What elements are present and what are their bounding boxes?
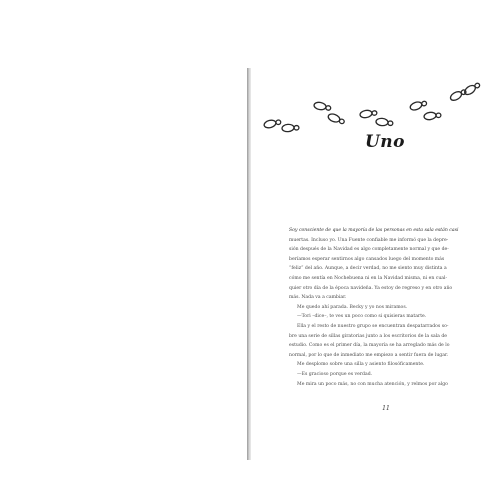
text-line: —Es gracioso porque es verdad. — [297, 371, 373, 377]
text-line: Me quedo ahí parada. Becky y yo nos miramos. — [297, 304, 408, 310]
text-line: estudio. Como es el primer día, la mayoría se ha arreglado más de lo — [289, 343, 450, 349]
text-line: bre una serie de sillas giratorias junto a los escritorios de la sala de — [289, 333, 448, 339]
text-line: muertas. Incluso yo. Una Fuente confiable me informó que la depre- — [289, 237, 449, 243]
text-line: más. Nada va a cambiar. — [289, 295, 347, 301]
page-number: 11 — [382, 405, 390, 412]
text-line: sión después de la Navidad es algo completamente normal y que de- — [289, 247, 449, 253]
text-line: Me mira un poco más, no con mucha atención, y relmos por algo — [297, 381, 448, 387]
text-line: Soy consciente de que la mayoría de las personas en esta sala están casi — [289, 228, 459, 233]
footprints-trail-icon — [262, 80, 487, 140]
left-page-blank — [0, 0, 249, 500]
text-line: —Tori –dice–, te ves un poco como si quisieras matarte. — [297, 314, 427, 320]
text-line: Ella y el resto de nuestro grupo se encuentran despatarrados so- — [297, 323, 449, 329]
text-line: normal, por lo que de inmediato me empiezo a sentir fuera de lugar. — [289, 352, 449, 358]
text-line: cómo me sentía en Nochebuena ni en la Navidad misma, ni en cual- — [289, 275, 448, 281]
chapter-title: Uno — [364, 132, 406, 152]
text-line: Me desplomo sobre una silla y asiento filosóficamente. — [297, 362, 425, 368]
text-line: quier otro día de la época navideña. Ya estoy de regreso y en otro año — [289, 285, 453, 291]
text-line: “feliz” del año. Aunque, a decir verdad, no me siento muy distinta a — [289, 266, 447, 272]
chapter-body-text — [289, 226, 486, 389]
text-line: beríamos esperar sentirnos algo cansados luego del momento más — [289, 256, 445, 262]
